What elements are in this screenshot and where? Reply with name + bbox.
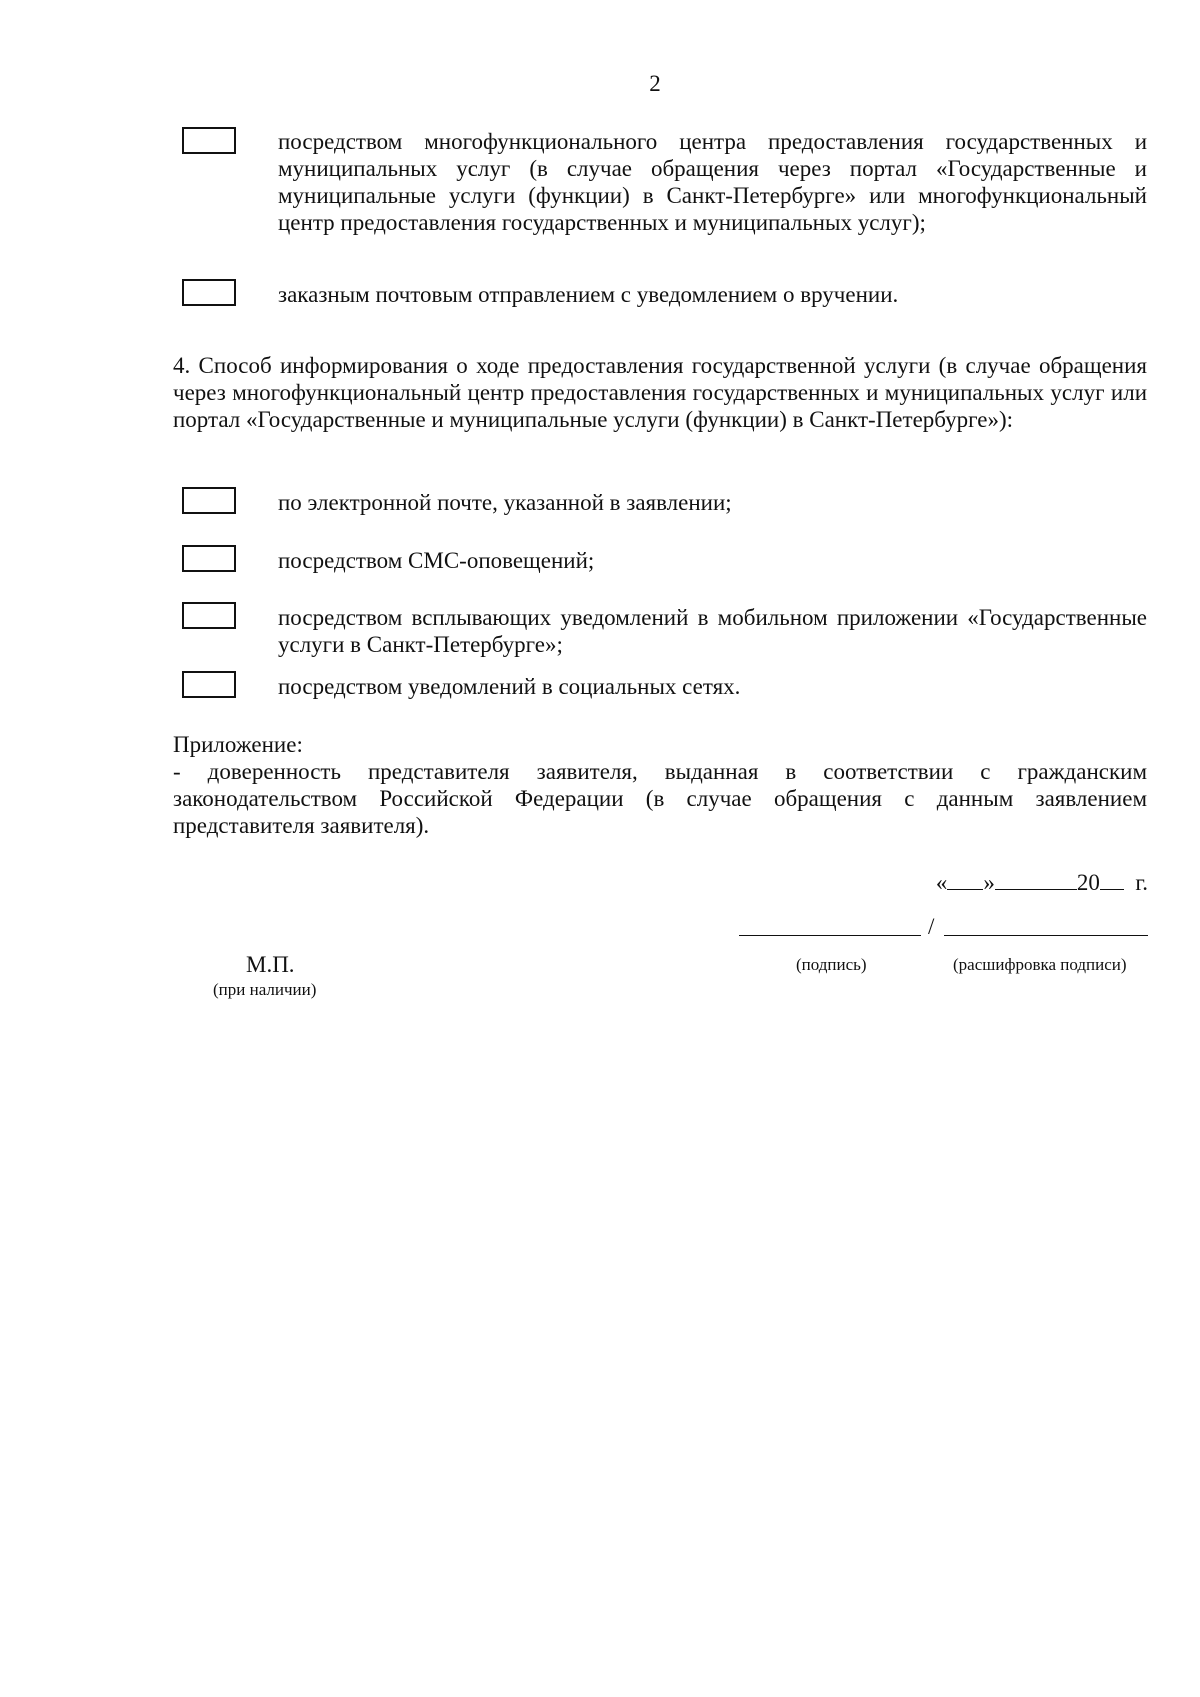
checkbox-inform-sms[interactable]: [182, 545, 236, 572]
stamp-note: (при наличии): [213, 980, 317, 999]
signature-line[interactable]: [739, 935, 921, 936]
section-4-heading: 4. Способ информирования о ходе предоставления государственной услуги (в случае обращения через многофункциональный центр предоставления государственных и муниципальных услуг или портал «Государственные и муниципальные услуги (функции) в Санкт-Петербурге»):: [173, 353, 1147, 432]
signature-decoding-line[interactable]: [944, 935, 1148, 936]
date-year-prefix: 20: [1076, 870, 1100, 895]
attachment-text: - доверенность представителя заявителя, выданная в соответствии с гражданским законодательством Российской Федерации (в случае обращения с данным заявлением представителя заявителя).: [173, 759, 1147, 838]
inform-option-email-text: по электронной почте, указанной в заявлении;: [278, 490, 732, 515]
delivery-option-mfc-text: посредством многофункционального центра предоставления государственных и муниципальных услуг (в случае обращения через портал «Государственные и муниципальные услуги (функции) в Санкт-Петербурге» или многофункциональный центр предоставления государственных и муниципальных услуг);: [278, 129, 1147, 235]
checkbox-inform-email[interactable]: [182, 487, 236, 514]
signature-caption: (подпись): [796, 955, 867, 974]
date-open-quote: «: [935, 870, 948, 895]
delivery-option-mail-text: заказным почтовым отправлением с уведомлением о вручении.: [278, 282, 899, 307]
signature-decoding-caption: (расшифровка подписи): [953, 955, 1127, 974]
checkbox-delivery-mfc[interactable]: [182, 127, 236, 154]
date-close-quote: »: [983, 870, 995, 895]
page-number: 2: [649, 71, 661, 96]
attachment-heading: Приложение:: [173, 732, 303, 757]
inform-option-push-text: посредством всплывающих уведомлений в мобильном приложении «Государственные услуги в Санкт-Петербурге»;: [278, 605, 1147, 657]
date-year-blank[interactable]: [1100, 869, 1124, 890]
checkbox-inform-social[interactable]: [182, 671, 236, 698]
signature-slash: /: [928, 914, 935, 939]
date-day-blank[interactable]: [947, 869, 983, 890]
date-month-blank[interactable]: [995, 869, 1077, 890]
checkbox-delivery-mail[interactable]: [182, 279, 236, 306]
inform-option-social-text: посредством уведомлений в социальных сетях.: [278, 674, 741, 699]
date-year-suffix: г.: [1135, 870, 1148, 895]
checkbox-inform-push[interactable]: [182, 602, 236, 629]
inform-option-sms-text: посредством СМС-оповещений;: [278, 548, 595, 573]
date-line: [936, 869, 1148, 896]
stamp-label: М.П.: [246, 952, 295, 977]
